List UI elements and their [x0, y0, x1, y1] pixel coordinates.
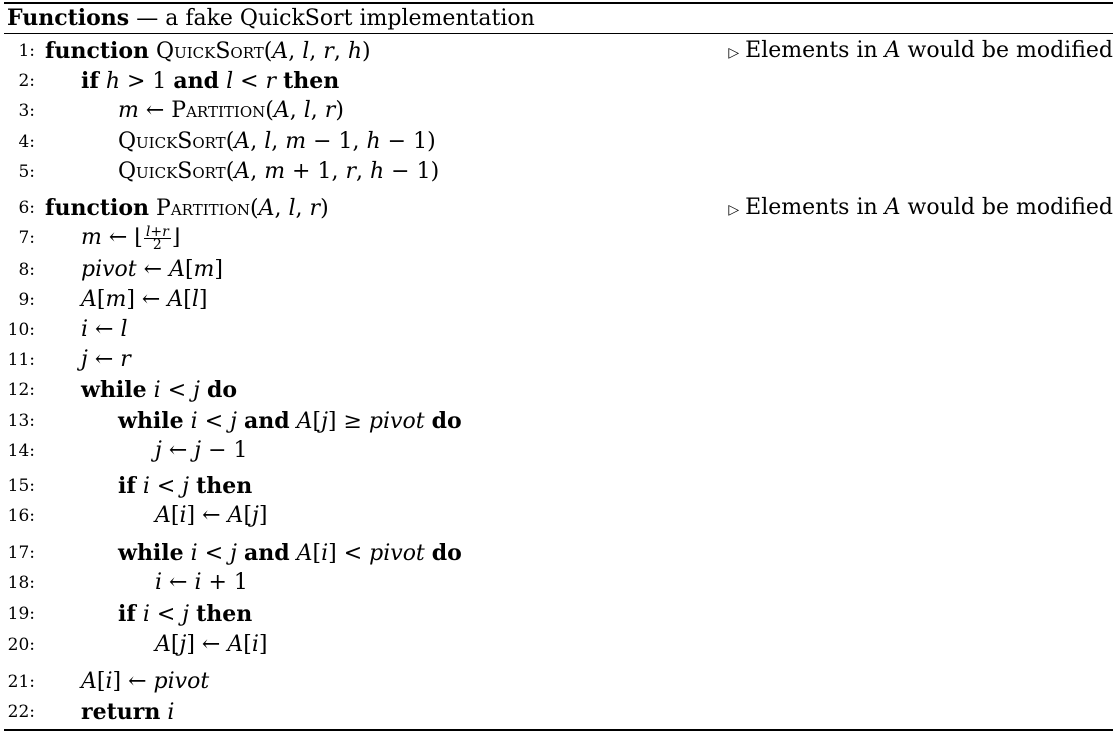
line-number: 18:	[7, 573, 35, 593]
caption-text: a fake QuickSort implementation	[165, 6, 535, 31]
line-number: 11:	[7, 350, 35, 370]
line-code: QuickSort(A, m + 1, r, h − 1)	[118, 159, 440, 184]
line-code: if h > 1 and l < r then	[81, 68, 340, 94]
line-code: A[i] ← pivot	[81, 669, 210, 694]
line-number: 8:	[18, 260, 35, 280]
line-code: return i	[81, 699, 175, 725]
line-code: while i < j do	[81, 377, 238, 403]
line-code: function QuickSort(A, l, r, h)	[45, 38, 371, 64]
algorithm-line	[0, 66, 1119, 96]
line-number: 9:	[18, 290, 35, 310]
comment-triangle-icon: ▷	[728, 45, 740, 61]
line-number: 7:	[18, 228, 35, 248]
line-code: QuickSort(A, l, m − 1, h − 1)	[118, 129, 436, 154]
algorithm-caption	[7, 4, 535, 32]
algorithm-line	[0, 285, 1119, 315]
line-number: 10:	[7, 320, 35, 340]
comment-text: Elements in A would be modified	[745, 38, 1113, 63]
algorithm-line	[0, 96, 1119, 126]
algorithm-line	[0, 697, 1119, 727]
line-number: 4:	[18, 132, 35, 152]
line-code: j ← j − 1	[155, 438, 248, 463]
algorithm-line	[0, 538, 1119, 568]
algorithm-line	[0, 599, 1119, 629]
algorithm-line	[0, 630, 1119, 660]
line-comment	[728, 193, 1113, 225]
algorithm-line	[0, 568, 1119, 598]
algorithm-line	[0, 36, 1119, 66]
line-code: if i < j then	[118, 473, 253, 499]
line-number: 5:	[18, 162, 35, 182]
line-number: 17:	[7, 543, 35, 563]
algorithm-line	[0, 471, 1119, 501]
line-number: 16:	[7, 506, 35, 526]
line-number: 3:	[18, 101, 35, 121]
algorithm-line	[0, 345, 1119, 375]
line-number: 2:	[18, 71, 35, 91]
line-code: i ← l	[81, 317, 128, 342]
line-code: m ← Partition(A, l, r)	[118, 98, 344, 123]
line-code: while i < j and A[j] ≥ pivot do	[118, 408, 462, 434]
line-number: 6:	[18, 198, 35, 218]
comment-text: Elements in A would be modified	[745, 195, 1113, 220]
line-code: A[i] ← A[j]	[155, 503, 268, 528]
algorithm-line	[0, 501, 1119, 531]
line-code: A[j] ← A[i]	[155, 632, 268, 657]
algorithm-line	[0, 193, 1119, 223]
algorithm-line	[0, 406, 1119, 436]
line-number: 21:	[7, 672, 35, 692]
line-number: 12:	[7, 380, 35, 400]
algorithm-line	[0, 127, 1119, 157]
caption-dash: —	[129, 6, 166, 31]
line-code: i ← i + 1	[155, 570, 248, 595]
line-number: 20:	[7, 635, 35, 655]
line-number: 13:	[7, 411, 35, 431]
algorithm-line	[0, 157, 1119, 187]
line-number: 14:	[7, 441, 35, 461]
line-number: 15:	[7, 476, 35, 496]
line-number: 22:	[7, 702, 35, 722]
line-number: 19:	[7, 604, 35, 624]
line-code: j ← r	[81, 347, 131, 372]
line-code: function Partition(A, l, r)	[45, 195, 329, 221]
line-code: m ← ⌊ $\frac{l+r}{2}$ ⌋	[81, 223, 181, 253]
line-code: if i < j then	[118, 601, 253, 627]
line-number: 1:	[18, 41, 35, 61]
algorithm-line	[0, 436, 1119, 466]
algorithm-line	[0, 315, 1119, 345]
caption-label: Functions	[7, 5, 130, 31]
line-comment	[728, 36, 1113, 68]
comment-triangle-icon: ▷	[728, 202, 740, 218]
line-code: pivot ← A[m]	[81, 257, 224, 282]
line-code: A[m] ← A[l]	[81, 287, 208, 312]
line-code: while i < j and A[i] < pivot do	[118, 540, 462, 566]
algorithm-line	[0, 255, 1119, 285]
bottom-rule	[4, 729, 1113, 731]
algorithm-line	[0, 667, 1119, 697]
caption-rule	[4, 33, 1113, 34]
algorithm-line	[0, 375, 1119, 405]
algorithm-line	[0, 223, 1119, 253]
